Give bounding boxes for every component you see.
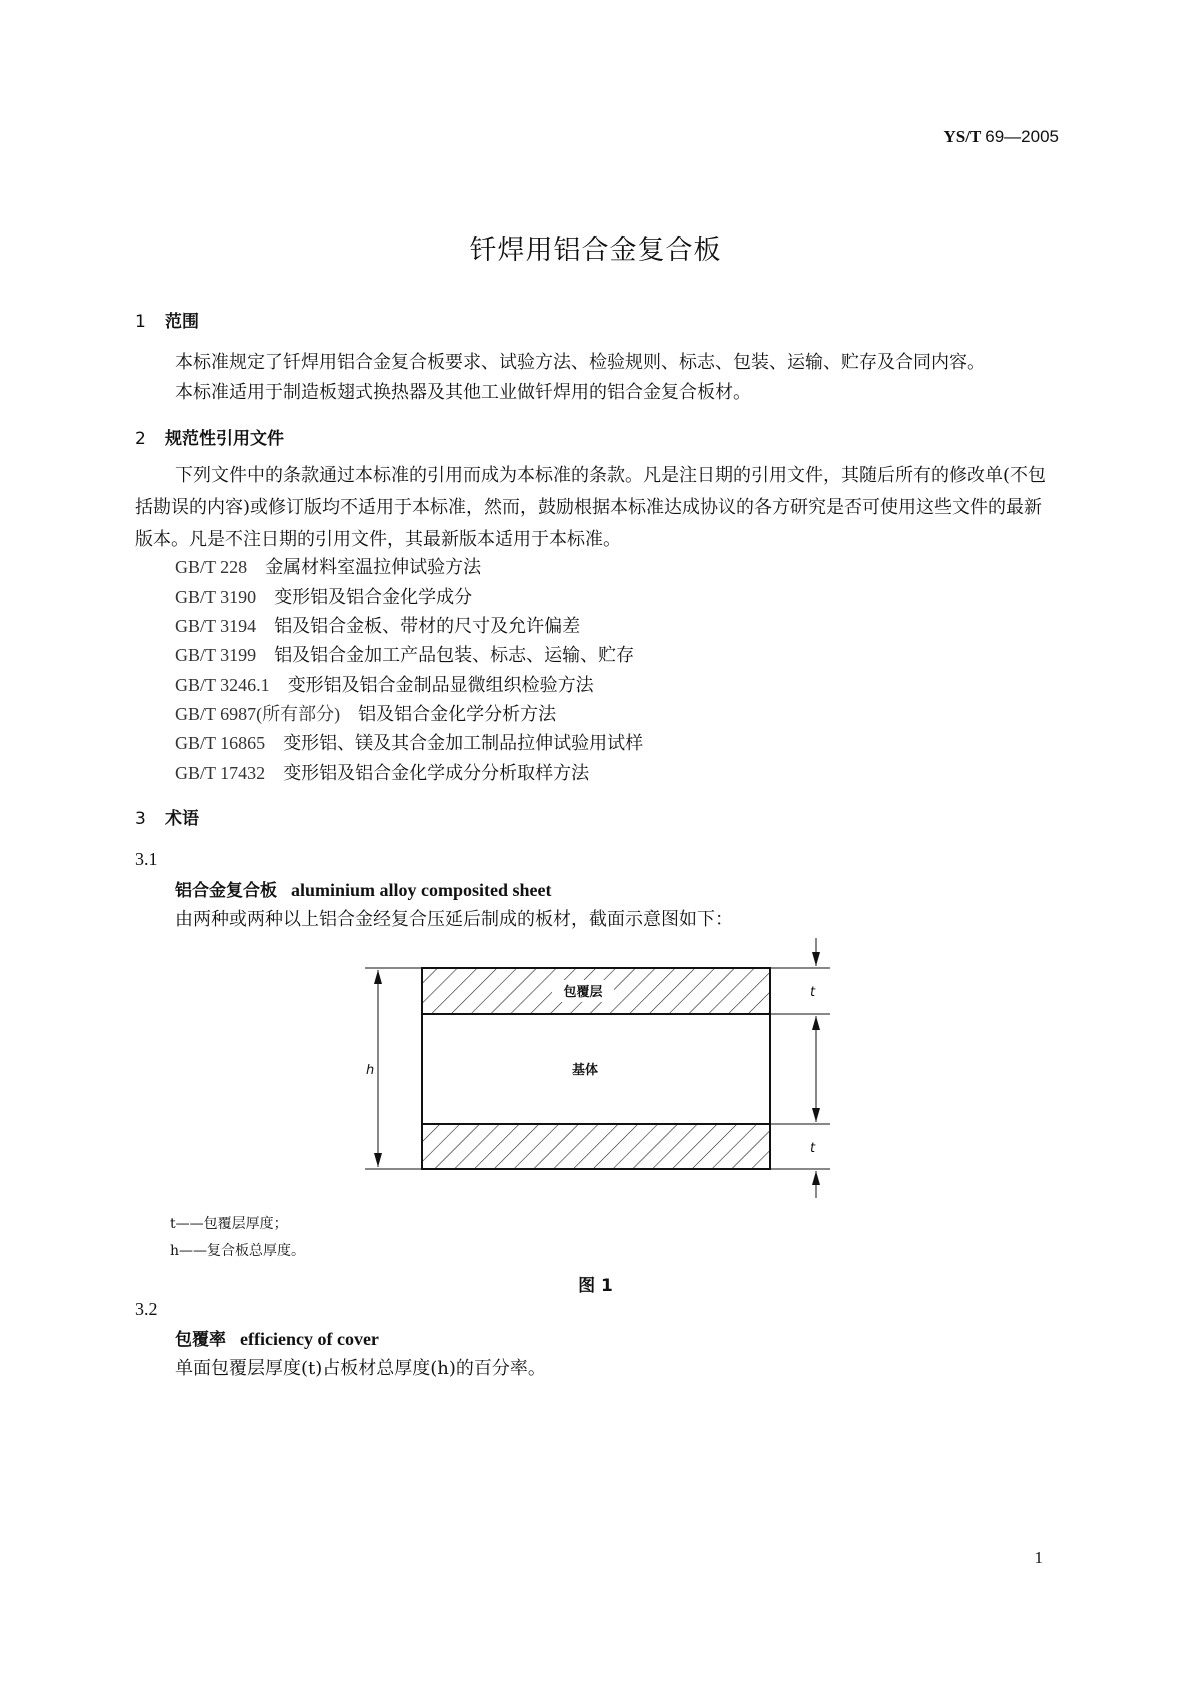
figure-caption: 图 1 bbox=[578, 1276, 613, 1296]
reference-item: GB/T 16865 变形铝、镁及其合金加工制品拉伸试验用试样 bbox=[175, 733, 644, 754]
reference-item: GB/T 3199 铝及铝合金加工产品包装、标志、运输、贮存 bbox=[175, 645, 635, 666]
term-en: aluminium alloy composited sheet bbox=[291, 880, 552, 900]
core-arrow-down bbox=[812, 1108, 820, 1122]
t-label-bottom: t bbox=[810, 1141, 816, 1156]
section-heading-scope: 1 范围 bbox=[135, 312, 199, 332]
section-heading-terms: 3 术语 bbox=[135, 809, 199, 829]
standard-prefix: YS/T bbox=[943, 127, 982, 146]
t-top-arrow bbox=[812, 952, 820, 966]
reference-item: GB/T 17432 变形铝及铝合金化学成分分析取样方法 bbox=[175, 763, 590, 784]
t-label-top: t bbox=[810, 985, 816, 1000]
reference-item: GB/T 6987(所有部分) 铝及铝合金化学分析方法 bbox=[175, 704, 557, 725]
term-number-3-1: 3.1 bbox=[135, 849, 158, 869]
references-intro-paragraph: 下列文件中的条款通过本标准的引用而成为本标准的条款。凡是注日期的引用文件，其随后所有的修改单(不包括勘误的内容)或修订版均不适用于本标准，然而，鼓励根据本标准达成协议的各方研究是否可使用这些文件的最新版本。凡是不注日期的引用文件，其最新版本适用于本标准。 bbox=[135, 465, 1047, 550]
scope-paragraph-1: 本标准规定了钎焊用铝合金复合板要求、试验方法、检验规则、标志、包装、运输、贮存及合同内容。 bbox=[175, 352, 985, 373]
scope-paragraph-2: 本标准适用于制造板翅式换热器及其他工业做钎焊用的铝合金复合板材。 bbox=[175, 382, 751, 403]
h-label: h bbox=[366, 1063, 375, 1078]
term-3-2 bbox=[175, 1325, 379, 1350]
term-cn: 铝合金复合板 bbox=[175, 881, 277, 901]
reference-item: GB/T 3190 变形铝及铝合金化学成分 bbox=[175, 587, 473, 608]
figure-legend-h: h——复合板总厚度。 bbox=[170, 1243, 306, 1259]
t-bottom-arrow bbox=[812, 1171, 820, 1185]
reference-item: GB/T 3194 铝及铝合金板、带材的尺寸及允许偏差 bbox=[175, 616, 581, 637]
term-number-3-2: 3.2 bbox=[135, 1299, 158, 1319]
h-arrow-up bbox=[374, 970, 382, 984]
clad-label: 包覆层 bbox=[563, 985, 603, 1000]
term-3-1 bbox=[175, 876, 552, 901]
term-cn: 包覆率 bbox=[175, 1330, 226, 1350]
figure-legend-t: t——包覆层厚度； bbox=[170, 1216, 288, 1232]
core-label: 基体 bbox=[571, 1063, 599, 1078]
clad-sheet-cross-section-figure bbox=[0, 930, 1191, 1200]
standard-number: 69—2005 bbox=[985, 127, 1059, 146]
term-3-2-definition: 单面包覆层厚度(t)占板材总厚度(h)的百分率。 bbox=[175, 1358, 546, 1379]
reference-item: GB/T 3246.1 变形铝及铝合金制品显微组织检验方法 bbox=[175, 675, 594, 696]
section-heading-normative-references: 2 规范性引用文件 bbox=[135, 429, 284, 449]
reference-item: GB/T 228 金属材料室温拉伸试验方法 bbox=[175, 557, 482, 578]
core-arrow-up bbox=[812, 1016, 820, 1030]
document-title: 钎焊用铝合金复合板 bbox=[469, 235, 722, 266]
page-number: 1 bbox=[1034, 1548, 1043, 1567]
term-3-1-definition: 由两种或两种以上铝合金经复合压延后制成的板材，截面示意图如下： bbox=[175, 909, 733, 930]
bottom-cladding-layer bbox=[422, 1124, 770, 1169]
term-en: efficiency of cover bbox=[240, 1329, 379, 1349]
standard-code bbox=[944, 127, 1059, 147]
h-arrow-down bbox=[374, 1153, 382, 1167]
